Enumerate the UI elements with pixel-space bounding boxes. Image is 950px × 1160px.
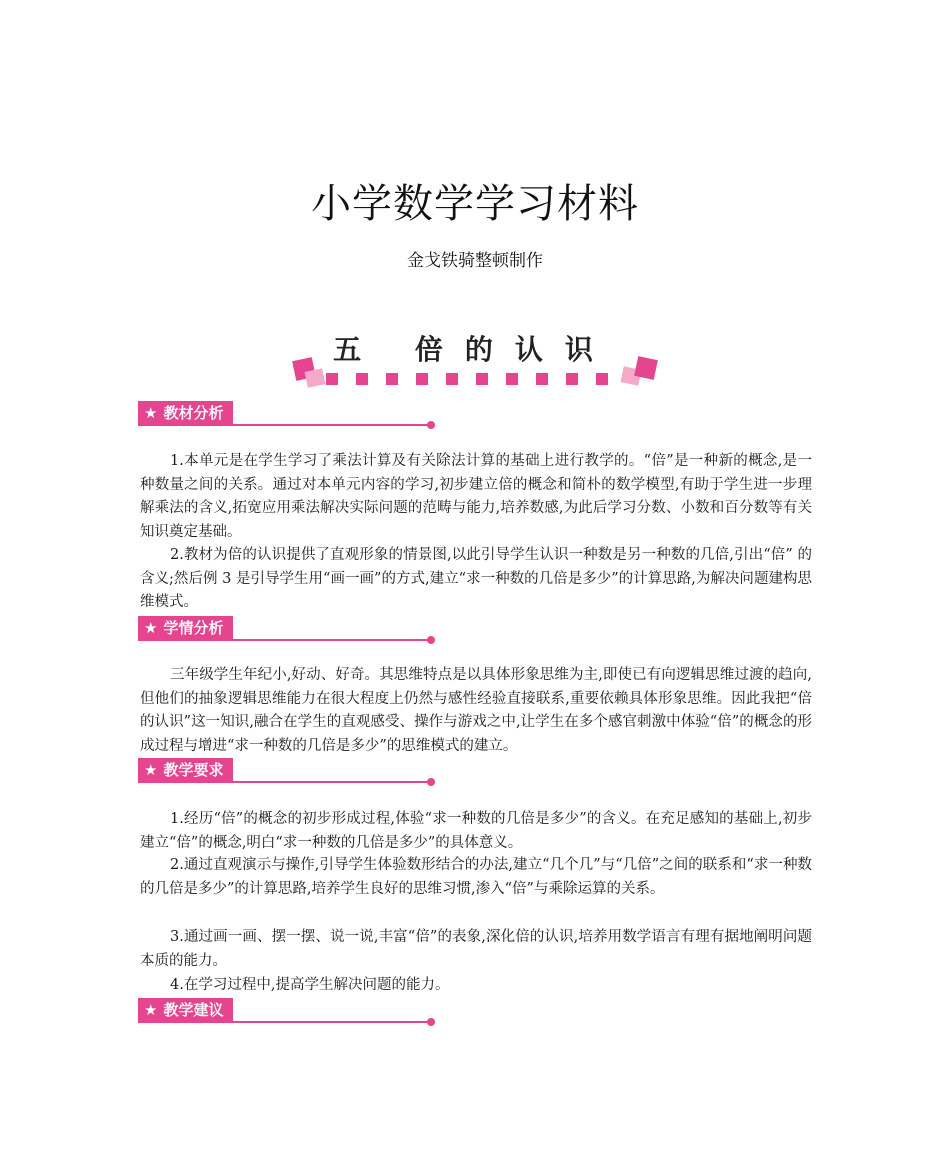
- unit-banner-decoration: [288, 328, 660, 394]
- unit-title: 五 倍的认识: [333, 333, 615, 366]
- section-rule-dot: [427, 636, 435, 644]
- star-icon: ★: [144, 761, 158, 779]
- star-icon: ★: [144, 404, 158, 422]
- section-header-yaoqiu: ★ 教学要求: [138, 758, 438, 788]
- paragraph: 3.通过画一画、摆一摆、说一说,丰富“倍”的表象,深化倍的认识,培养用数学语言有理有据地阐明问题本质的能力。: [140, 929, 812, 969]
- star-icon: ★: [144, 1001, 158, 1019]
- page-title: 小学数学学习材料: [311, 181, 639, 227]
- unit-banner: [288, 328, 660, 394]
- section-rule: [138, 781, 430, 783]
- star-icon: ★: [144, 619, 158, 637]
- page-subtitle: 金戈铁骑整顿制作: [407, 251, 543, 271]
- paragraph: 三年级学生年纪小,好动、好奇。其思维特点是以具体形象思维为主,即使已有向逻辑思维过渡的趋向,但他们的抽象逻辑思维能力在很大程度上仍然与感性经验直接联系,重要依赖具体形象思维。因此我把“倍的认识”这一知识,融合在学生的直观感受、操作与游戏之中,让学生在多个感官刺激中体验“倍”的概念的形成过程与增进“求一种数的几倍是多少”的思维模式的建立。: [140, 667, 812, 754]
- paragraph: 2.通过直观演示与操作,引导学生体验数形结合的办法,建立“几个几”与“几倍”之间的联系和“求一种数的几倍是多少”的计算思路,培养学生良好的思维习惯,渗入“倍”与乘除运算的关系。: [140, 857, 812, 897]
- paragraph: 4.在学习过程中,提高学生解决问题的能力。: [170, 977, 450, 993]
- section-rule-dot: [427, 421, 435, 429]
- paragraph: 1.本单元是在学生学习了乘法计算及有关除法计算的基础上进行教学的。“倍”是一种新的概念,是一种数量之间的关系。通过对本单元内容的学习,初步建立倍的概念和简朴的数学模型,有助于学生进一步理解乘法的含义,拓宽应用乘法解决实际问题的范畴与能力,培养数感,为此后学习分数、小数和百分数等有关知识奠定基础。: [140, 453, 812, 540]
- section-header-jianyi: ★ 教学建议: [138, 998, 438, 1028]
- section-header-jiaocai: ★ 教材分析: [138, 401, 438, 431]
- section-rule: [138, 424, 430, 426]
- section-rule-dot: [427, 778, 435, 786]
- paragraph: 2.教材为倍的认识提供了直观形象的情景图,以此引导学生认识一种数是另一种数的几倍,引出“倍” 的含义;然后例 3 是引导学生用“画一画”的方式,建立“求一种数的几倍是多少”的计算思路,为解决问题建构思维模式。: [140, 547, 812, 611]
- section-rule: [138, 1021, 430, 1023]
- paragraph: 1.经历“倍”的概念的初步形成过程,体验“求一种数的几倍是多少”的含义。在充足感知的基础上,初步建立“倍”的概念,明白“求一种数的几倍是多少”的具体意义。: [140, 811, 812, 851]
- section-rule: [138, 639, 430, 641]
- section-rule-dot: [427, 1018, 435, 1026]
- section-header-xueqing: ★ 学情分析: [138, 616, 438, 646]
